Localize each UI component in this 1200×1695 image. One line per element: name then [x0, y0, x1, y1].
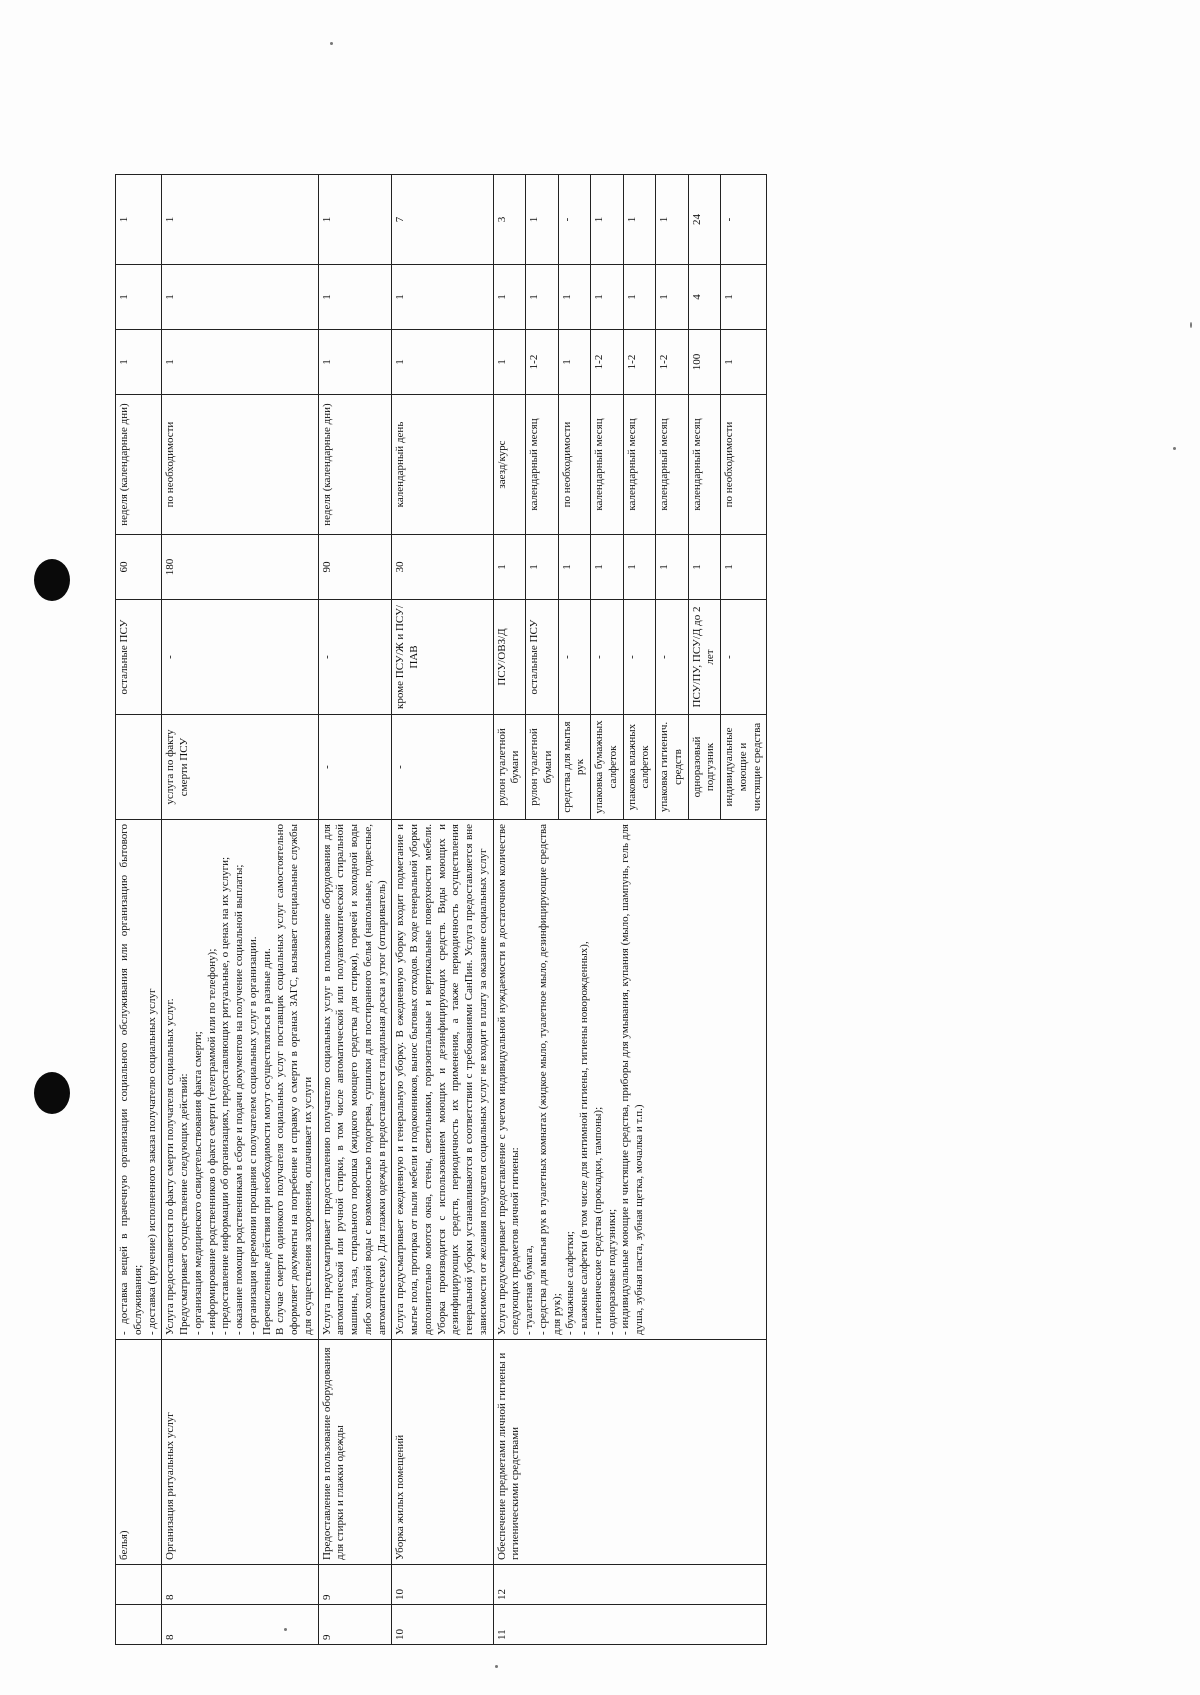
description-line: - средства для мытья рук в туалетных комнатах (жидкое мыло, туалетное мыло, дезинфицирующие средства для рук); — [536, 824, 563, 1335]
description-line: - влажные салфетки (в том числе для интимной гигиены, гигиены новорожденных), — [578, 941, 590, 1335]
cell-value: 7 — [392, 175, 493, 265]
cell-value: 1-2 — [623, 330, 656, 395]
cell-description — [392, 820, 493, 1340]
cell-unit: средства для мытья рук — [558, 715, 591, 820]
cell-unit: услуга по факту смерти ПСУ — [162, 715, 318, 820]
description-line: Услуга предусматривает ежедневную и генеральную уборку. В ежедневную уборку входит подметание и мытье пола, протирка от пыли мебели и подоконников, вынос бытовых отходов. В ходе генеральной уборки дополнительно моются окна, стены, светильники, горизонтальные и вертикальные поверхности мебели. Уборка производится с использованием моющих и дезинфицирующих средств. Виды моющих и дезинфицирующих средств, периодичность их применения, а также периодичность осуществления генеральной уборки устанавливаются в соответствии с требованиями СанПин. Услуга предоставляется вне зависимости от желания получателя социальных услуг не входит в плату за оказание социальных услуг — [394, 824, 489, 1335]
cell-value: 1 — [116, 330, 162, 395]
cell-description — [493, 820, 767, 1340]
cell-period: календарный день — [392, 395, 493, 535]
table-row — [392, 175, 493, 1645]
cell-time: 180 — [162, 535, 318, 600]
cell-category: - — [591, 600, 624, 715]
cell-value: 1-2 — [526, 330, 559, 395]
cell-unit: - — [318, 715, 392, 820]
cell-value: 1 — [526, 265, 559, 330]
cell-value: 1 — [558, 265, 591, 330]
cell-period: неделя (календарные дни) — [318, 395, 392, 535]
cell-name: Уборка жилых помещений — [392, 1340, 493, 1565]
cell-row-number: 11 — [493, 1605, 767, 1645]
cell-unit: упаковка бумажных салфеток — [591, 715, 624, 820]
cell-time: 1 — [493, 535, 526, 600]
description-line: - гигиенические средства (прокладки, тампоны); — [591, 1106, 604, 1335]
cell-value: 1 — [623, 265, 656, 330]
cell-category: ПСУ/ОВЗ/Д — [493, 600, 526, 715]
cell-period: по необходимости — [721, 395, 767, 535]
punch-hole-top — [34, 559, 70, 601]
cell-name: Предоставление в пользование оборудования для стирки и глажки одежды — [318, 1340, 392, 1565]
description-line: - туалетная бумага, — [523, 1245, 535, 1335]
cell-time: 1 — [688, 535, 721, 600]
cell-period: неделя (календарные дни) — [116, 395, 162, 535]
cell-category: - — [558, 600, 591, 715]
cell-value: 1 — [318, 265, 392, 330]
cell-value: 1 — [656, 265, 689, 330]
description-line: - одноразовые подгузники; — [605, 1208, 618, 1335]
cell-value: 1 — [162, 175, 318, 265]
cell-value: 1 — [493, 330, 526, 395]
cell-value: 1 — [392, 265, 493, 330]
services-table — [115, 174, 767, 1645]
cell-value: 1 — [318, 330, 392, 395]
cell-period: по необходимости — [558, 395, 591, 535]
cell-time: 1 — [721, 535, 767, 600]
cell-period: календарный месяц — [591, 395, 624, 535]
cell-period: календарный месяц — [688, 395, 721, 535]
cell-time: 1 — [526, 535, 559, 600]
cell-value: 1 — [721, 330, 767, 395]
table-row — [162, 175, 318, 1645]
cell-value: 1 — [623, 175, 656, 265]
cell-period: по необходимости — [162, 395, 318, 535]
cell-value: - — [558, 175, 591, 265]
cell-period: календарный месяц — [526, 395, 559, 535]
description-line: - предоставление информации об организациях, предоставляющих ритуальные, о ценах на их услуги; — [219, 856, 232, 1335]
cell-value: 1 — [721, 265, 767, 330]
cell-period: календарный месяц — [656, 395, 689, 535]
scan-speck — [1173, 447, 1176, 450]
table-row — [493, 175, 526, 1645]
cell-category: остальные ПСУ — [526, 600, 559, 715]
cell-unit: индивидуальные моющие и чистящие средства — [721, 715, 767, 820]
cell-value: 3 — [493, 175, 526, 265]
cell-category: - — [721, 600, 767, 715]
cell-unit: одноразовый подгузник — [688, 715, 721, 820]
cell-time: 1 — [591, 535, 624, 600]
cell-time: 90 — [318, 535, 392, 600]
cell-value: - — [721, 175, 767, 265]
description-line: - организация церемонии прощания с получателем социальных услуг в организации. — [246, 936, 259, 1335]
cell-value: 1 — [392, 330, 493, 395]
cell-category: - — [656, 600, 689, 715]
cell-value: 24 — [688, 175, 721, 265]
cell-value: 1 — [116, 265, 162, 330]
cell-category: ПСУ/ПУ, ПСУ/Д до 2 лет — [688, 600, 721, 715]
cell-time: 1 — [623, 535, 656, 600]
description-line: Услуга предусматривает предоставлению получателю социальных услуг в пользование оборудования для автоматической или ручной стирки, в том числе автоматической или полуавтоматической стиральной машины, таза, стирального порошка (жидкого моющего средства для стирки), горячей и холодной воды либо холодной воды с возможностью подогрева, сушилки для постиранного белья (напольные, подвесные, автоматические). Для глажки одежды в предоставляется гладильная доска и утюг (отпариватель) — [320, 824, 388, 1335]
cell-unit: - — [392, 715, 493, 820]
cell-description — [318, 820, 392, 1340]
scan-speck — [1190, 322, 1192, 328]
cell-category: остальные ПСУ — [116, 600, 162, 715]
cell-category: - — [318, 600, 392, 715]
cell-value: 1 — [591, 265, 624, 330]
cell-row-number: 9 — [318, 1605, 392, 1645]
cell-time: 1 — [558, 535, 591, 600]
description-line: Предусматривает осуществление следующих действий: — [178, 1073, 190, 1335]
cell-value: 1-2 — [591, 330, 624, 395]
cell-value: 1 — [318, 175, 392, 265]
cell-service-number: 10 — [392, 1565, 493, 1605]
scan-speck — [284, 1628, 287, 1631]
cell-category: - — [162, 600, 318, 715]
description-line: Услуга предоставляется по факту смерти получателя социальных услуг. — [164, 998, 177, 1335]
cell-period: календарный месяц — [623, 395, 656, 535]
cell-row-number: 8 — [162, 1605, 318, 1645]
description-line: - оказание помощи родственникам в сборе и подачи документов на получение социальной выплаты; — [233, 864, 245, 1335]
cell-service-number: 12 — [493, 1565, 767, 1605]
cell-value: 1 — [116, 175, 162, 265]
description-line: Услуга предусматривает предоставление с учетом индивидуальной нуждаемости в достаточном количестве следующих предметов личной гигиены: — [495, 824, 522, 1335]
cell-value: 1 — [591, 175, 624, 265]
cell-time: 1 — [656, 535, 689, 600]
cell-description — [162, 820, 318, 1340]
cell-value: 1 — [162, 265, 318, 330]
cell-unit: упаковка влажных салфеток — [623, 715, 656, 820]
cell-value: 1 — [558, 330, 591, 395]
table-row — [318, 175, 392, 1645]
description-line: В случае смерти одинокого получателя социальных услуг поставщик социальных услуг самостоятельно оформляет документы на погребение и справку о смерти в органах ЗАГС, вызывает специальные службы для осуществления захоронения, оплачивает их услуги — [274, 824, 314, 1335]
description-line: - информирование родственников о факте смерти (телеграммой или по телефону); — [205, 948, 218, 1335]
description-line: Перечисленные действия при необходимости могут осуществляться в разные дни. — [260, 948, 273, 1335]
cell-time: 30 — [392, 535, 493, 600]
cell-value: 1 — [493, 265, 526, 330]
cell-category: - — [623, 600, 656, 715]
cell-unit: рулон туалетной бумаги — [526, 715, 559, 820]
cell-period: заезд/курс — [493, 395, 526, 535]
cell-category: кроме ПСУ/Ж и ПСУ/ПАВ — [392, 600, 493, 715]
cell-row-number: 10 — [392, 1605, 493, 1645]
cell-service-number: 8 — [162, 1565, 318, 1605]
cell-value: 4 — [688, 265, 721, 330]
cell-name: Обеспечение предметами личной гигиены и гигиеническими средствами — [493, 1340, 767, 1565]
cell-value: 1 — [162, 330, 318, 395]
cell-service-number: 9 — [318, 1565, 392, 1605]
cell-description: - доставка вещей в прачечную организации социального обслуживания или организацию бытового обслуживания; - доставка (вручение) исполненного заказа получателю социальных услуг — [116, 820, 162, 1340]
scan-speck — [330, 42, 333, 45]
cell-time: 60 — [116, 535, 162, 600]
cell-unit: рулон туалетной бумаги — [493, 715, 526, 820]
table-row — [116, 175, 162, 1645]
cell-value: 1 — [656, 175, 689, 265]
cell-unit: упаковка гигиенич. средств — [656, 715, 689, 820]
cell-name: белья) — [116, 1340, 162, 1565]
cell-value: 100 — [688, 330, 721, 395]
description-line: - организация медицинского освидетельствования факта смерти; — [191, 1031, 204, 1335]
description-line: - бумажные салфетки; — [564, 1231, 577, 1335]
cell-value: 1 — [526, 175, 559, 265]
rotated-table-container — [115, 175, 1105, 1645]
description-line: - индивидуальные моющие и чистящие средства, приборы для умывания, купания (мыло, шампунь, гель для душа, зубная паста, зубная щетка, мочалка и т.п.) — [619, 824, 645, 1335]
punch-hole-bottom — [34, 1072, 70, 1114]
cell-name: Организация ритуальных услуг — [162, 1340, 318, 1565]
cell-value: 1-2 — [656, 330, 689, 395]
scan-speck — [495, 1665, 498, 1668]
